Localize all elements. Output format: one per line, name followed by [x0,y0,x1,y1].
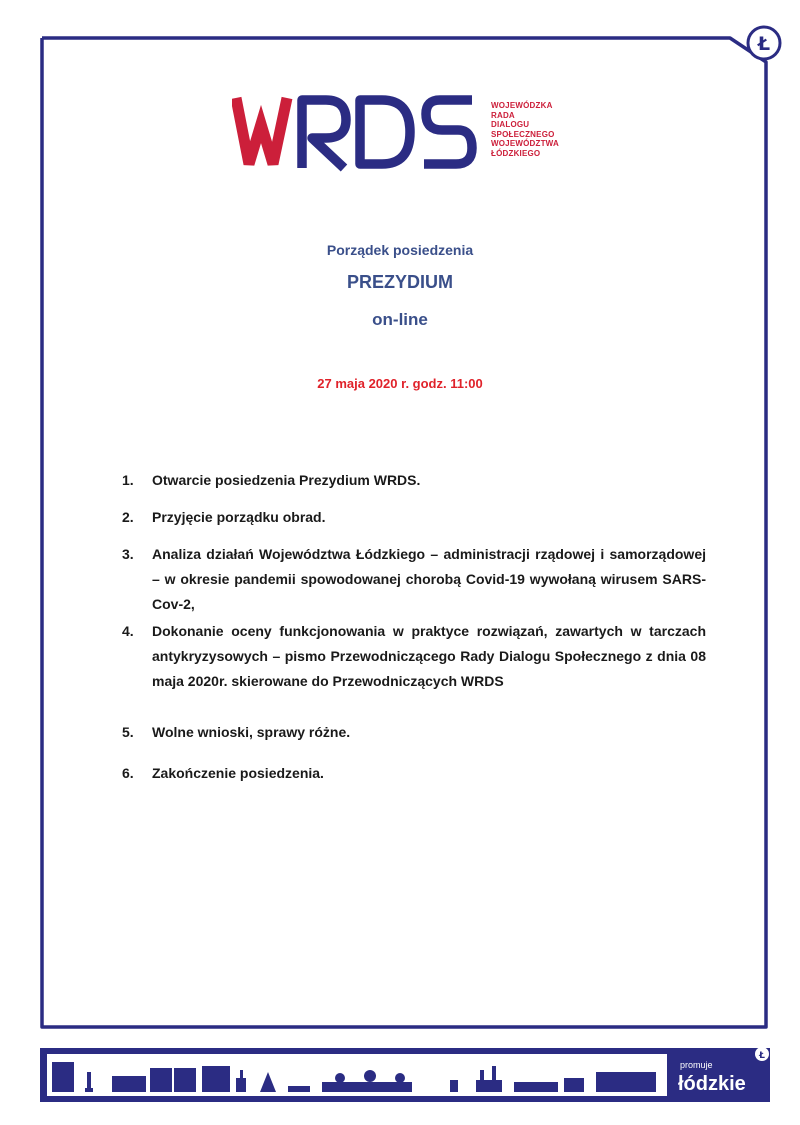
agenda-item-number: 5. [122,724,134,740]
agenda-item [118,468,706,493]
region-badge-letter: Ł [757,33,771,55]
meeting-date: 27 maja 2020 r. godz. 11:00 [317,376,483,391]
agenda-item-number: 6. [122,765,134,781]
agenda-item-number: 1. [122,472,134,488]
footer-badge-icon: Ł [759,1051,765,1061]
footer-banner [40,1048,770,1102]
agenda-item-text: Analiza działań Województwa Łódzkiego – administracji rządowej i samorządowej – w okresie pandemii spowodowanej chorobą Covid-19 wywołaną wirusem SARS-Cov-2, [152,546,706,612]
wrds-logo-icon [232,92,480,172]
agenda-item-number: 4. [122,623,134,639]
agenda-item [118,761,706,786]
document-subtitle: Porządek posiedzenia [326,242,474,258]
agenda-item-text: Dokonanie oceny funkcjonowania w praktyce rozwiązań, zawartych w tarczach antykryzysowych – pismo Przewodniczącego Rady Dialogu Społecznego z dnia 08 maja 2020r. skierowane do Przewodniczących WRDS [152,623,706,689]
logo-tagline-line: SPOŁECZNEGO [491,129,555,139]
agenda-item [118,505,706,530]
agenda-list [118,468,706,786]
agenda-item-text: Przyjęcie porządku obrad. [152,509,326,525]
document-title: PREZYDIUM [346,272,453,292]
agenda-item [118,542,706,617]
logo-tagline-line: DIALOGU [491,120,530,130]
logo-tagline-line: WOJEWÓDZTWA [491,139,559,149]
agenda-item-text: Wolne wnioski, sprawy różne. [152,724,351,740]
logo-tagline-line: ŁÓDZKIEGO [491,148,541,158]
agenda-item-number: 3. [122,546,134,562]
meeting-mode: on-line [372,310,428,329]
footer-promo-big: łódzkie [678,1073,746,1095]
logo-tagline-line: RADA [491,110,515,120]
agenda-item-text: Zakończenie posiedzenia. [152,765,324,781]
region-badge-icon [745,24,783,62]
logo-tagline [491,101,559,159]
agenda-item [118,720,706,745]
agenda-item-number: 2. [122,509,134,525]
agenda-item [118,619,706,694]
footer-promo-small: promuje [680,1060,713,1070]
agenda-item-text: Otwarcie posiedzenia Prezydium WRDS. [152,472,421,488]
logo-tagline-line: WOJEWÓDZKA [491,101,553,110]
